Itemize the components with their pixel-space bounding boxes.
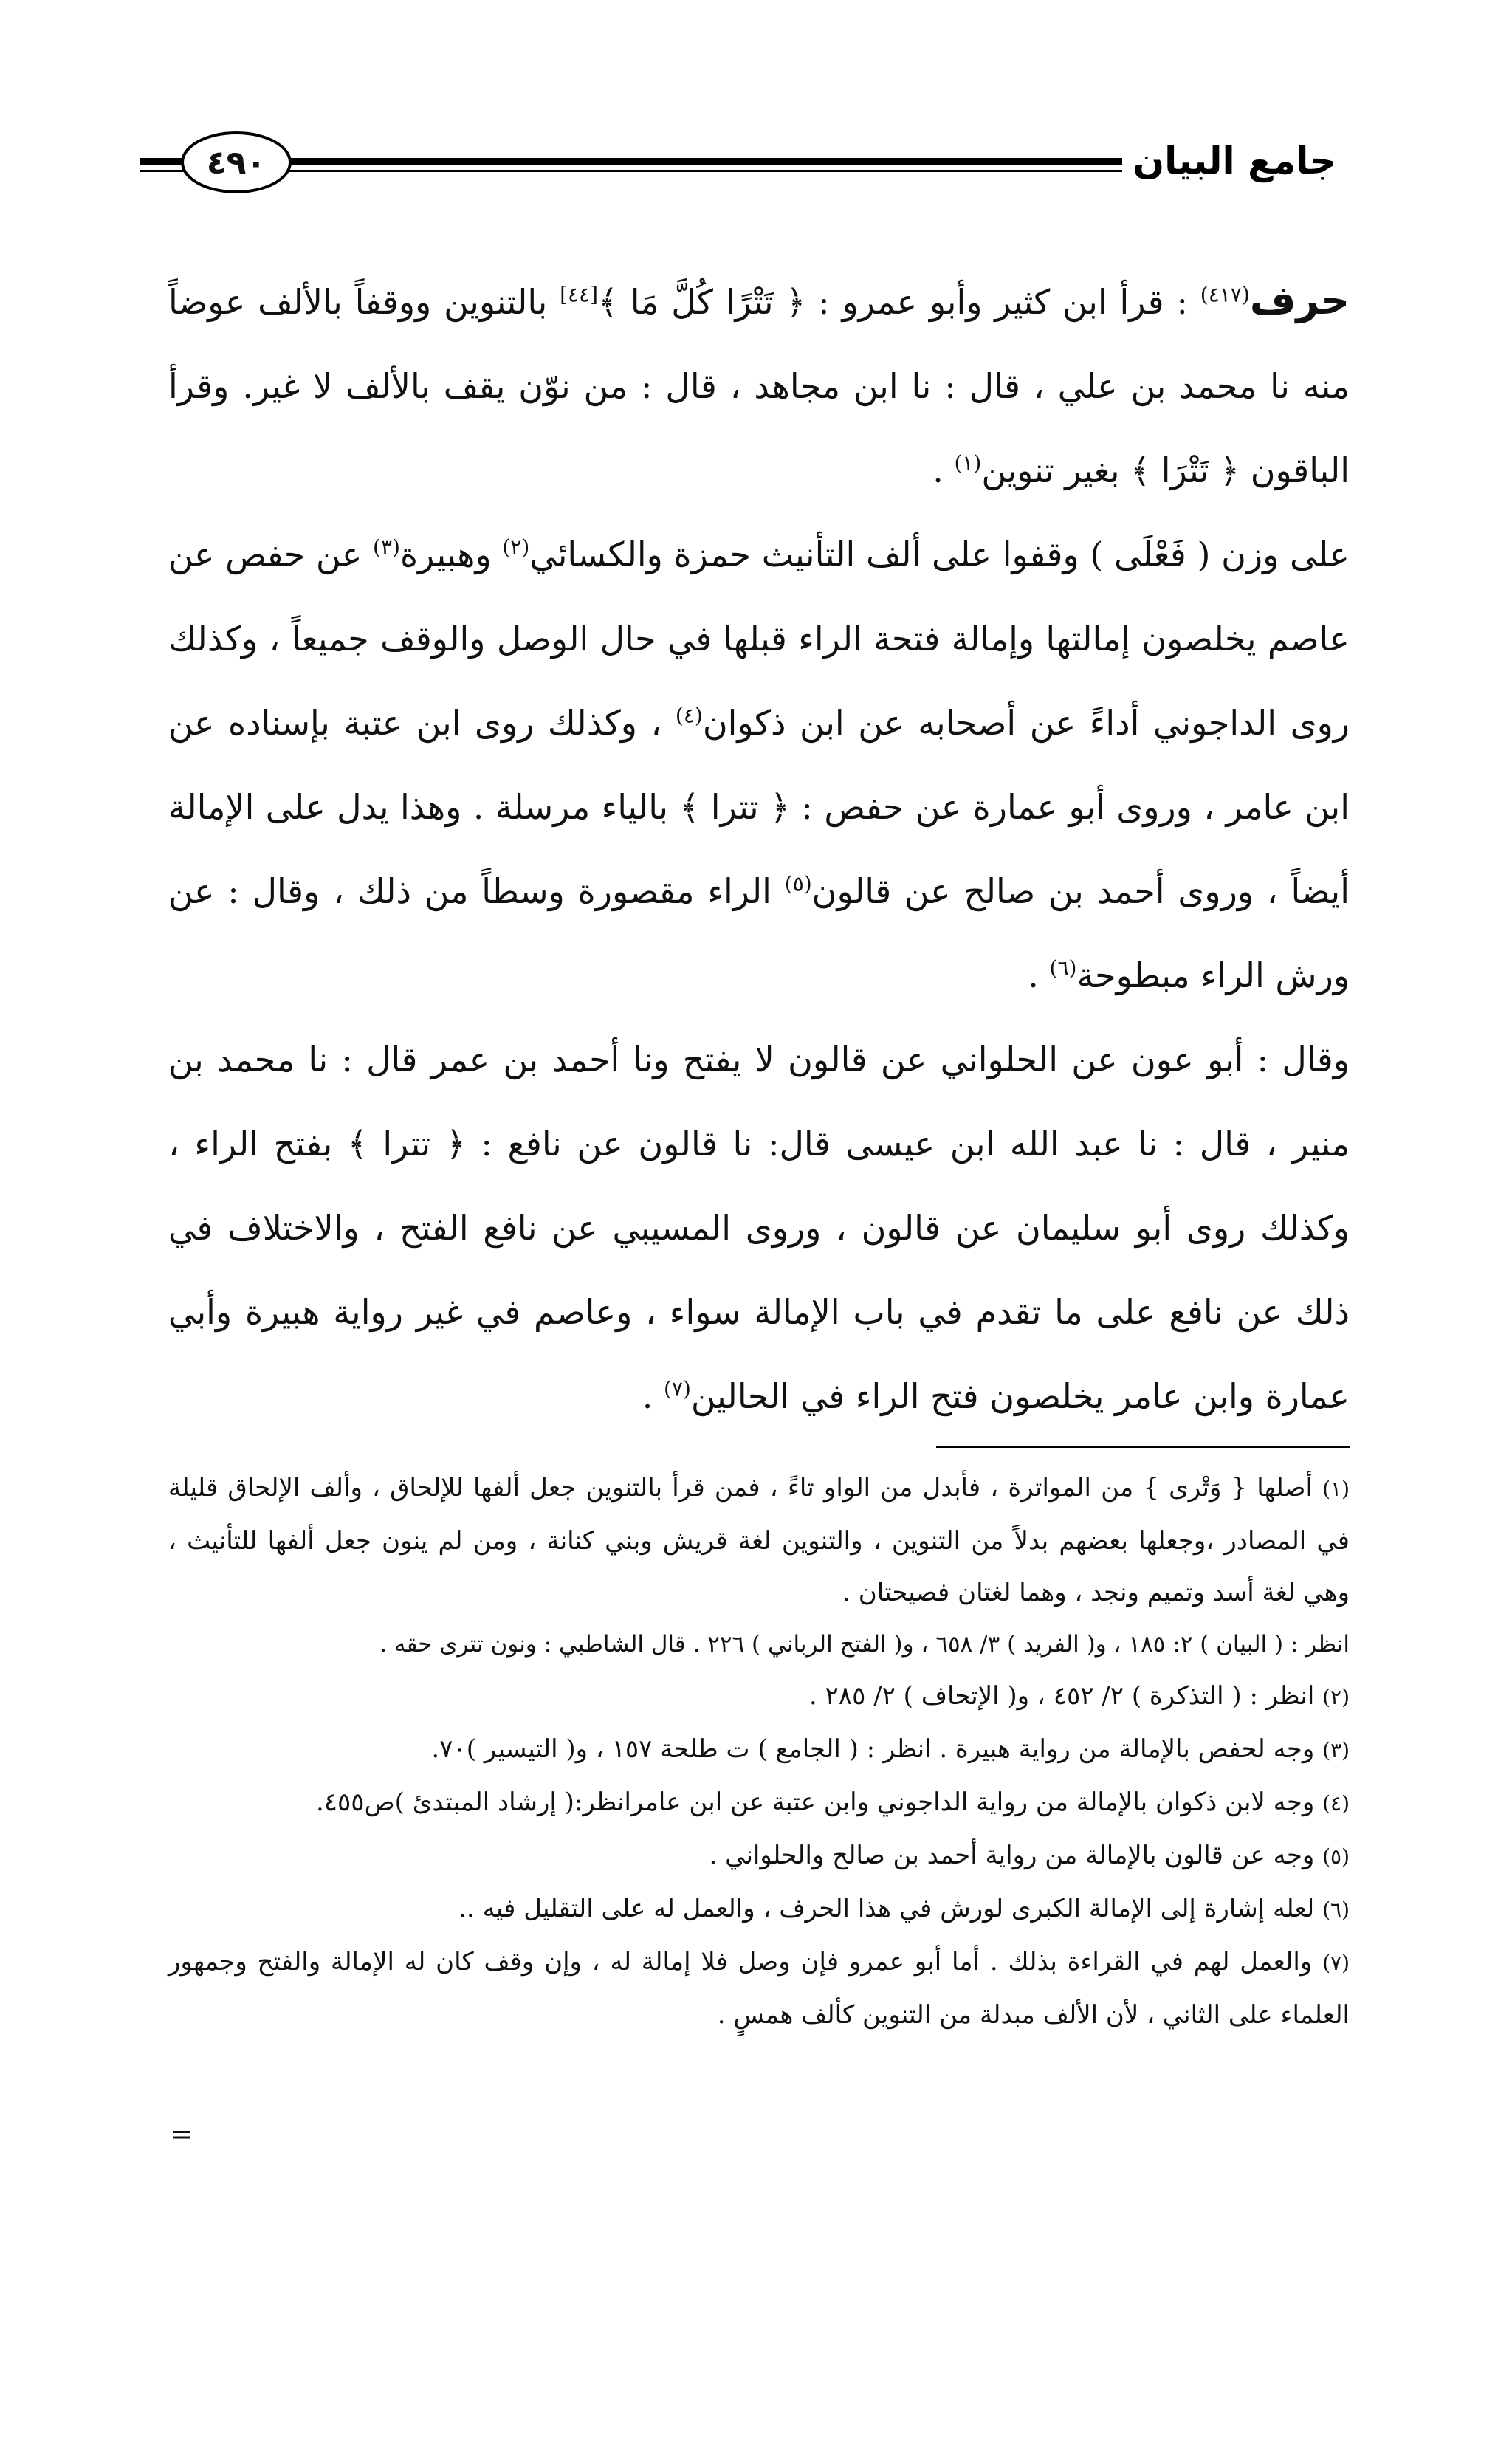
- page-number: ٤٩٠: [206, 143, 267, 182]
- verse-reference: [٤٤]: [560, 282, 599, 307]
- paragraph-3-text-a: وقال : أبو عون عن الحلواني عن قالون لا يفتح ونا أحمد بن عمر قال : نا محمد بن منير ، قال : نا عبد الله ابن عيسى قال: نا قالون عن نافع :: [168, 1040, 1350, 1164]
- footnote-ref-5[interactable]: (٥): [784, 871, 812, 896]
- footnote-ref-3[interactable]: (٣): [373, 535, 400, 560]
- paragraph-2: [168, 512, 1350, 1017]
- footnote-number: (٢): [1322, 1685, 1350, 1709]
- paragraph-2-text-e: بالياء مرسلة . وهذا يدل على الإمالة أيضاً ، وروى أحمد بن صالح عن قالون: [168, 787, 1350, 911]
- footnote-4: [168, 1776, 1350, 1830]
- paragraph-2-text-b: وهبيرة: [399, 535, 503, 574]
- paragraph-1-text-b: بالتنوين ووقفاً بالألف عوضاً منه نا محمد بن علي ، قال : نا ابن مجاهد ، قال : من نوّن يقف بالألف لا غير. وقرأ الباقون: [168, 282, 1350, 490]
- footnote-text: انظر : ( التذكرة ) ٢/ ٤٥٢ ، و( الإتحاف ) ٢/ ٢٨٥ .: [808, 1681, 1323, 1711]
- paragraph-2-text-f: الراء مقصورة وسطاً من ذلك ، وقال : عن ورش الراء مبطوحة: [168, 871, 1350, 995]
- paragraph-2-text-d: ، وكذلك روى ابن عتبة بإسناده عن ابن عامر ، وروى أبو عمارة عن حفص :: [168, 703, 1350, 827]
- quran-quote: ﴿ تَتْرًا كُلَّ مَا ﴾: [598, 282, 806, 322]
- footnote-1: [168, 1462, 1350, 1618]
- footnote-continuation-mark: =: [170, 2118, 193, 2150]
- entry-number: (٤١٧): [1200, 282, 1250, 307]
- header-rule-left-thick: [140, 158, 185, 165]
- page-number-badge: [181, 131, 292, 193]
- paragraph-1-text-c: بغير تنوين: [981, 450, 1131, 490]
- footnote-text: وجه عن قالون بالإمالة من رواية أحمد بن صالح والحلواني .: [709, 1841, 1323, 1870]
- footnote-3: [168, 1723, 1350, 1776]
- paragraph-1-text-a: : قرأ ابن كثير وأبو عمرو :: [805, 282, 1200, 322]
- footnote-number: (٥): [1322, 1844, 1350, 1869]
- paragraph-3-text-b: بفتح الراء ، وكذلك روى أبو سليمان عن قالون ، وروى المسيبي عن نافع الفتح ، والاختلاف في ذلك عن نافع على ما تقدم في باب الإمالة سواء ، وعاصم في غير رواية هبيرة وأبي عمارة وابن عامر يخلصون فتح الراء في الحالين: [168, 1124, 1350, 1416]
- footnote-number: (٧): [1322, 1951, 1350, 1975]
- paragraph-1-text-d: .: [932, 450, 955, 490]
- paragraph-3: [168, 1017, 1350, 1438]
- quran-quote: ﴿ تترا ﴾: [347, 1124, 466, 1164]
- footnote-ref-4[interactable]: (٤): [675, 703, 703, 728]
- header-rule-thick: [288, 158, 1122, 165]
- footnote-text: وجه لحفص بالإمالة من رواية هبيرة . انظر : ( الجامع ) ت طلحة ١٥٧ ، و( التيسير )٧٠.: [431, 1734, 1323, 1764]
- paragraph-2-text-c: عن حفص عن عاصم يخلصون إمالتها وإمالة فتحة الراء قبلها في حال الوصل والوقف جميعاً ، وكذلك روى الداجوني أداءً عن أصحابه عن ابن ذكوان: [168, 535, 1350, 743]
- footnote-ref-2[interactable]: (٢): [502, 535, 530, 560]
- footnote-text: وجه لابن ذكوان بالإمالة من رواية الداجوني وابن عتبة عن ابن عامرانظر:( إرشاد المبتدئ )ص٤٥٥.: [315, 1788, 1323, 1817]
- paragraph-3-text-c: .: [642, 1376, 664, 1416]
- footnote-7: [168, 1936, 1350, 2041]
- footnote-text: لعله إشارة إلى الإمالة الكبرى لورش في هذا الحرف ، والعمل له على التقليل فيه ..: [458, 1894, 1323, 1923]
- footnote-ref-1[interactable]: (١): [954, 450, 982, 475]
- header-rule-thin: [288, 170, 1122, 172]
- footnote-number: (١): [1322, 1477, 1350, 1501]
- header-rule-left-thin: [140, 170, 185, 172]
- footnote-1-reference: انظر : ( البيان ) ٢: ١٨٥ ، و( الفريد ) ٣/ ٦٥٨ ، و( الفتح الرباني ) ٢٢٦ . قال الشاطبي : ونون تترى حقه .: [379, 1631, 1350, 1658]
- page-header: [140, 126, 1336, 207]
- quran-quote: ﴿ تَتْرَا ﴾: [1130, 450, 1240, 490]
- paragraph-1: [168, 258, 1350, 512]
- footnote-6: [168, 1883, 1350, 1936]
- main-text: [168, 258, 1350, 1438]
- footnote-separator: [936, 1446, 1350, 1448]
- quran-quote: ﴿ تترا ﴾: [679, 787, 791, 827]
- footnote-number: (٣): [1322, 1738, 1350, 1762]
- paragraph-2-text-g: .: [1028, 955, 1050, 995]
- footnote-5: [168, 1830, 1350, 1883]
- footnote-text: أصلها { وَتْرى } من المواترة ، فأبدل من الواو تاءً ، فمن قرأ بالتنوين جعل ألفها للإلحاق ، وألف الإلحاق قليلة في المصادر ،وجعلها بعضهم بدلاً من التنوين ، والتنوين لغة قريش وبني كنانة ، ومن لم ينون جعل ألفها للتأنيث ، وهي لغة أسد وتميم ونجد ، وهما لغتان فصيحتان .: [168, 1473, 1350, 1607]
- footnotes: [168, 1462, 1350, 2041]
- paragraph-2-text-a: على وزن ( فَعْلَى ) وقفوا على ألف التأنيث حمزة والكسائي: [529, 535, 1350, 574]
- footnote-number: (٦): [1322, 1898, 1350, 1922]
- footnote-ref-6[interactable]: (٦): [1049, 955, 1077, 981]
- footnote-text: والعمل لهم في القراءة بذلك . أما أبو عمرو فإن وصل فلا إمالة له ، وإن وقف كان له الإمالة والفتح وجمهور العلماء على الثاني ، لأن الألف مبدلة من التنوين كألف همسٍ .: [168, 1947, 1350, 2030]
- footnote-number: (٤): [1322, 1791, 1350, 1816]
- footnote-ref-7[interactable]: (٧): [663, 1376, 691, 1401]
- book-title: جامع البيان: [1133, 140, 1336, 182]
- entry-label: حرف: [1249, 277, 1350, 323]
- footnote-2: [168, 1670, 1350, 1723]
